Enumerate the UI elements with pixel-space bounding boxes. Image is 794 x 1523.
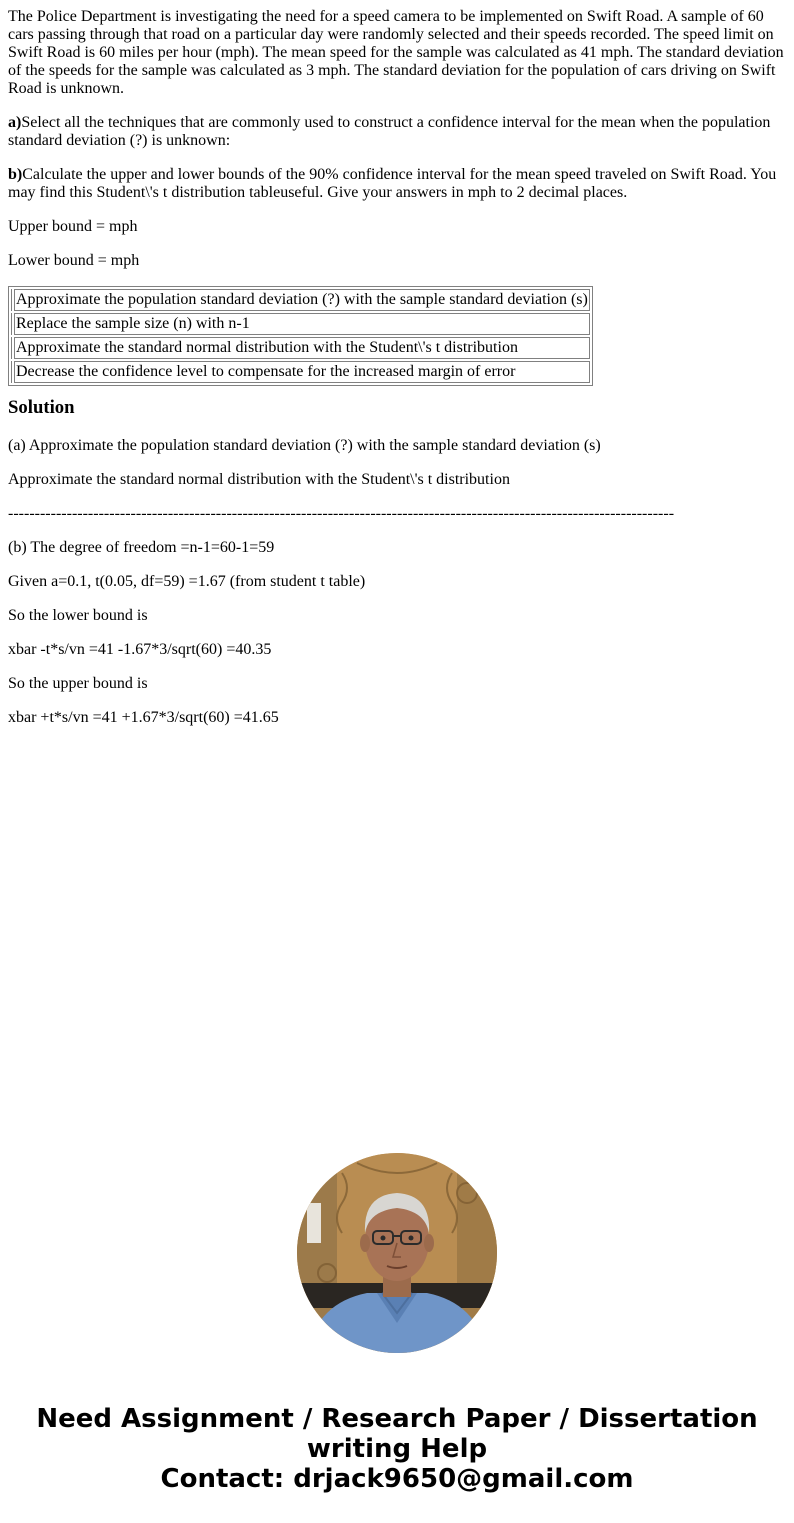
option-row[interactable] [11,361,590,383]
option-marker [11,289,12,311]
answer-options-table [8,286,593,386]
option-row[interactable] [11,313,590,335]
option-cell[interactable]: Approximate the standard normal distribution with the Student\'s t distribution [14,337,590,359]
option-marker [11,313,12,335]
footer-line-2: writing Help [306,1434,488,1464]
solution-heading: Solution [8,397,75,418]
solution-line: Approximate the standard normal distribution with the Student\'s t distribution [8,471,510,488]
part-b-text: Calculate the upper and lower bounds of the 90% confidence interval for the mean speed traveled on Swift Road. You may find this Student\'s t distribution tableuseful. Give your answers in mph to 2 decimal places. [8,166,777,201]
option-row[interactable] [11,337,590,359]
solution-line: So the lower bound is [8,607,148,624]
upper-bound-line: Upper bound = mph [8,218,138,235]
question-part-a [8,114,786,150]
lower-bound-line: Lower bound = mph [8,252,140,269]
option-marker [11,337,12,359]
footer-banner [0,1404,794,1494]
part-b-label: b) [8,166,23,183]
solution-line: xbar -t*s/vn =41 -1.67*3/sqrt(60) =40.35 [8,641,272,658]
solution-line: So the upper bound is [8,675,148,692]
solution-line: (a) Approximate the population standard deviation (?) with the sample standard deviation (s) [8,437,601,454]
solution-line: (b) The degree of freedom =n-1=60-1=59 [8,539,275,556]
option-cell[interactable]: Replace the sample size (n) with n-1 [14,313,590,335]
solution-line: xbar +t*s/vn =41 +1.67*3/sqrt(60) =41.65 [8,709,279,726]
part-a-text: Select all the techniques that are commonly used to construct a confidence interval for the mean when the population standard deviation (?) is unknown: [8,114,771,149]
question-intro: The Police Department is investigating the need for a speed camera to be implemented on Swift Road. A sample of 60 cars passing through that road on a particular day were randomly selected and their speeds recorded. The speed limit on Swift Road is 60 miles per hour (mph). The mean speed for the sample was calculated as 41 mph. The standard deviation of the speeds for the sample was calculated as 3 mph. The standard deviation for the population of cars driving on Swift Road is unknown. [8,8,784,97]
solution-line: Given a=0.1, t(0.05, df=59) =1.67 (from student t table) [8,573,366,590]
footer-contact[interactable]: Contact: drjack9650@gmail.com [160,1464,634,1494]
solution-divider: ----------------------------------------------------------------------------------------------------------------------------- [8,505,675,522]
option-cell[interactable]: Approximate the population standard deviation (?) with the sample standard deviation (s) [14,289,590,311]
part-a-label: a) [8,114,22,131]
tutor-avatar [297,1153,497,1353]
option-cell[interactable]: Decrease the confidence level to compensate for the increased margin of error [14,361,590,383]
avatar-photo-icon [297,1153,497,1353]
question-part-b [8,166,786,202]
footer-line-1: Need Assignment / Research Paper / Dissertation [36,1404,758,1434]
option-row[interactable] [11,289,590,311]
option-marker [11,361,12,383]
